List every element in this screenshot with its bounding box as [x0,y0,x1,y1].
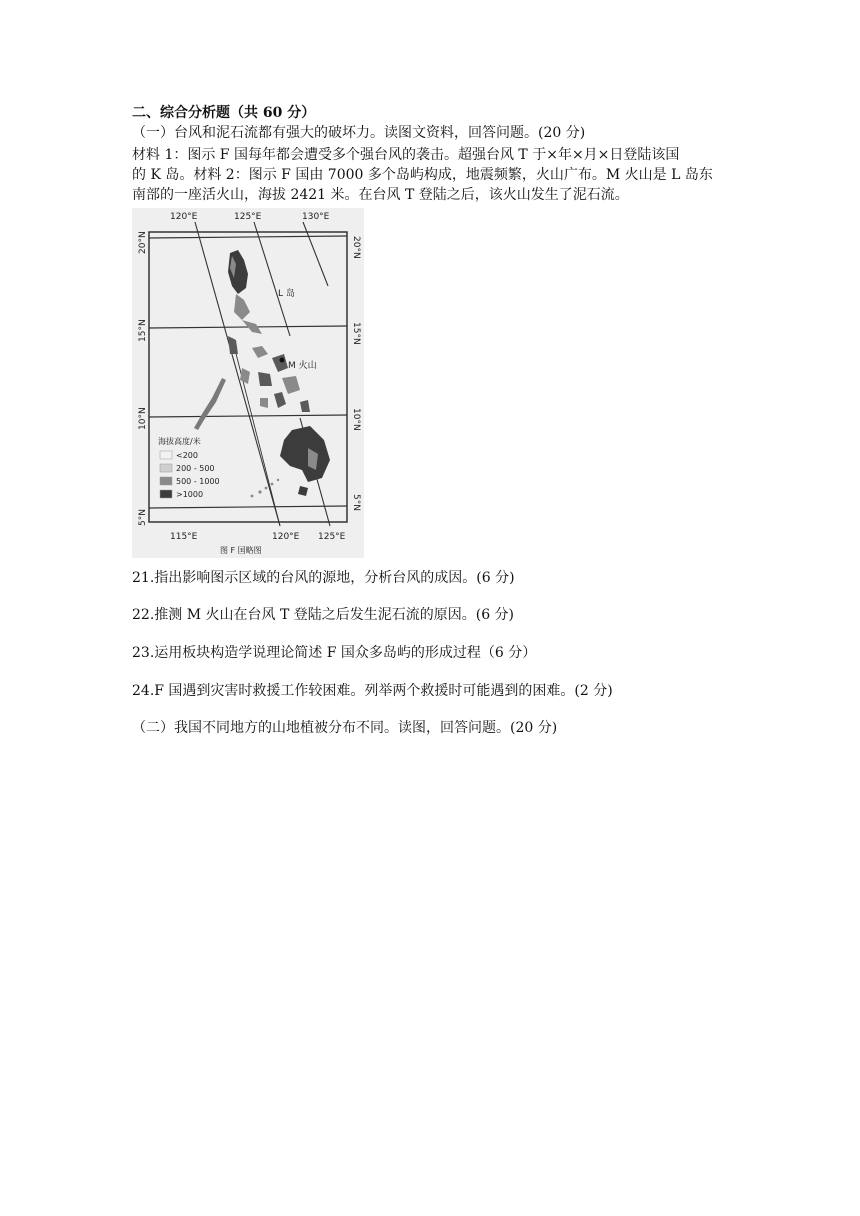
map-caption: 图 F 国略图 [220,546,262,555]
legend-label: >1000 [176,490,204,499]
material-line: 材料 1：图示 F 国每年都会遭受多个强台风的袭击。超强台风 T 于×年×月×日登陆该国 [132,147,680,163]
lat-label-left: 20°N [138,231,148,254]
map-svg [132,208,364,558]
lat-label-left: 15°N [138,319,148,342]
lat-line-5n [149,506,347,508]
legend-label: 500 - 1000 [176,477,220,486]
question-24: 24.F 国遇到灾害时救援工作较困难。列举两个救援时可能遇到的困难。(2 分) [132,683,613,699]
section-title: 二、综合分析题（共 60 分） [132,105,316,121]
question-23: 23.运用板块构造学说理论简述 F 国众多岛屿的形成过程（6 分） [132,645,537,661]
island-l [228,250,262,334]
lon-label-top: 130°E [302,212,330,222]
mindanao-island [280,426,330,496]
material-line: 的 K 岛。材料 2：图示 F 国由 7000 多个岛屿构成，地震频繁，火山广布。M 火山是 L 岛东 [132,167,713,183]
lat-label-right: 20°N [351,236,361,259]
lat-label-left: 10°N [138,407,148,430]
f-country-map [132,208,364,558]
legend-swatch [160,490,172,498]
lon-line-125e [254,222,290,336]
lon-label-bottom: 125°E [318,532,346,542]
lon-label-top: 125°E [234,212,262,222]
lat-label-right: 15°N [351,322,361,345]
part2-intro: （二）我国不同地方的山地植被分布不同。读图，回答问题。(20 分) [132,720,558,736]
lat-label-left: 5°N [138,509,148,526]
lon-label-top: 120°E [170,212,198,222]
question-21: 21.指出影响图示区域的台风的源地，分析台风的成因。(6 分) [132,570,515,586]
lon-label-bottom: 120°E [272,532,300,542]
legend-swatch [160,477,172,485]
island-l-label: L 岛 [278,289,295,299]
legend-swatch [160,451,172,459]
sulu-islands [251,479,280,498]
lon-label-bottom: 115°E [170,532,198,542]
part1-intro: （一）台风和泥石流都有强大的破坏力。读图文资料，回答问题。(20 分) [132,125,586,141]
material-line: 南部的一座活火山，海拔 2421 米。在台风 T 登陆之后，该火山发生了泥石流。 [132,187,629,203]
palawan-island [194,378,226,430]
central-islands [228,336,310,412]
lat-label-right: 5°N [351,494,361,511]
legend-title: 海拔高度/米 [158,437,201,446]
legend-label: 200 - 500 [176,464,215,473]
lat-label-right: 10°N [351,408,361,431]
lon-line-inner [232,338,280,526]
lat-line-20n [149,236,347,238]
question-22: 22.推测 M 火山在台风 T 登陆之后发生泥石流的原因。(6 分) [132,607,515,623]
map-legend [158,436,220,499]
m-volcano-marker [280,358,285,363]
legend-swatch [160,464,172,472]
m-volcano-label: M 火山 [288,361,317,371]
legend-label: <200 [176,451,198,460]
lat-line-10n [149,415,347,417]
